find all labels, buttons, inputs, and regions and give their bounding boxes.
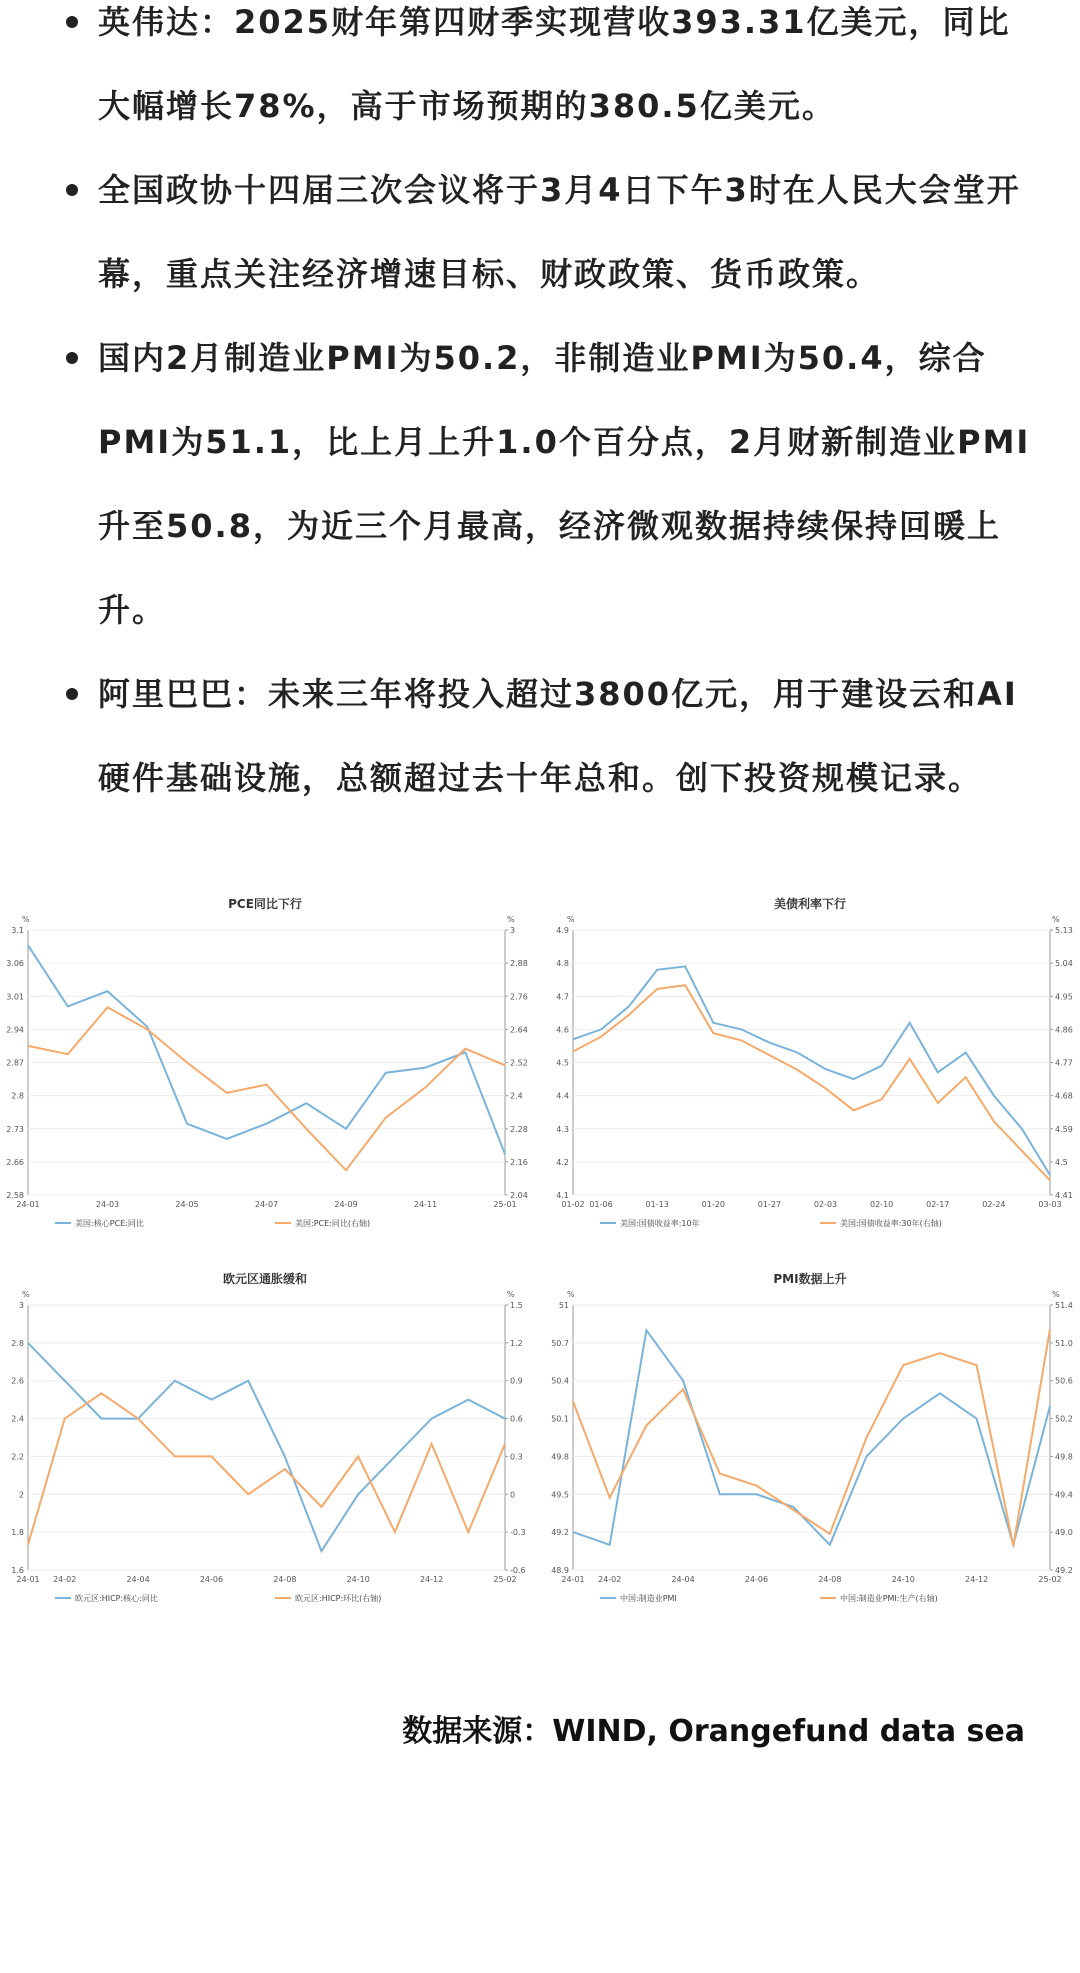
y-tick-label-left: 49.2 xyxy=(551,1528,569,1538)
x-tick-label: 24-06 xyxy=(199,1575,224,1584)
unit-left: % xyxy=(22,1290,30,1299)
y-tick-label-left: 50.1 xyxy=(551,1414,569,1424)
x-tick-label: 01-13 xyxy=(645,1200,669,1209)
unit-right: % xyxy=(1052,1290,1060,1299)
y-tick-label-left: 4.6 xyxy=(556,1025,569,1035)
y-tick-label-right: 49.0 xyxy=(1055,1528,1073,1538)
unit-right: % xyxy=(1052,915,1060,924)
x-tick-label: 25-02 xyxy=(1038,1575,1062,1584)
y-tick-label-right: 1.5 xyxy=(510,1301,523,1310)
x-tick-label: 24-10 xyxy=(891,1575,915,1584)
y-tick-label-right: 4.41 xyxy=(1055,1191,1073,1200)
news-item-text: 阿里巴巴：未来三年将投入超过3800亿元，用于建设云和AI硬件基础设施，总额超过去十年总和。创下投资规模记录。 xyxy=(98,675,1018,797)
y-tick-label-left: 2.2 xyxy=(11,1452,24,1462)
y-tick-label-right: 0.6 xyxy=(510,1414,523,1424)
data-source-note: 数据来源：WIND, Orangefund data sea xyxy=(402,1714,1025,1749)
chart-svg xyxy=(0,890,530,1245)
x-tick-label: 24-01 xyxy=(16,1200,40,1209)
legend-label: 中国:制造业PMI:生产(右轴) xyxy=(840,1594,938,1603)
y-tick-label-left: 1.6 xyxy=(11,1566,24,1575)
y-tick-label-right: -0.3 xyxy=(510,1528,526,1538)
bullet-dot xyxy=(66,184,78,196)
y-tick-label-left: 2.73 xyxy=(6,1124,24,1134)
bullet-dot xyxy=(66,352,78,364)
bullet-dot xyxy=(66,16,78,28)
x-tick-label: 03-03 xyxy=(1038,1200,1062,1209)
y-tick-label-right: 2.04 xyxy=(510,1191,528,1200)
chart-pce xyxy=(0,890,530,1245)
chart-svg xyxy=(0,1265,530,1620)
y-tick-label-left: 4.5 xyxy=(556,1058,569,1068)
y-tick-label-left: 2 xyxy=(18,1490,24,1500)
y-tick-label-right: 2.28 xyxy=(510,1124,528,1134)
y-tick-label-left: 4.1 xyxy=(556,1191,569,1200)
y-tick-label-left: 3.1 xyxy=(11,926,24,935)
y-tick-label-right: 2.76 xyxy=(510,992,528,1002)
news-item xyxy=(58,316,1038,652)
y-tick-label-left: 3 xyxy=(18,1301,24,1310)
y-tick-label-left: 2.58 xyxy=(6,1191,24,1200)
y-tick-label-right: 4.77 xyxy=(1055,1058,1073,1068)
y-tick-label-left: 50.4 xyxy=(551,1376,569,1386)
y-tick-label-left: 2.66 xyxy=(6,1157,24,1167)
y-tick-label-left: 49.5 xyxy=(551,1490,569,1500)
y-tick-label-left: 3.01 xyxy=(6,992,24,1002)
y-tick-label-right: 49.4 xyxy=(1055,1490,1073,1500)
x-tick-label: 24-03 xyxy=(95,1200,120,1209)
x-tick-label: 24-01 xyxy=(16,1575,40,1584)
unit-left: % xyxy=(567,915,575,924)
x-tick-label: 02-03 xyxy=(813,1200,838,1209)
y-tick-label-left: 2.8 xyxy=(11,1091,24,1101)
y-tick-label-left: 3.06 xyxy=(6,959,24,969)
x-tick-label: 01-06 xyxy=(589,1200,613,1209)
x-tick-label: 24-12 xyxy=(964,1575,989,1584)
chart-title: 美债利率下行 xyxy=(773,897,847,911)
y-tick-label-left: 4.2 xyxy=(556,1157,569,1167)
news-item xyxy=(58,148,1038,316)
unit-left: % xyxy=(22,915,30,924)
chart-svg xyxy=(545,890,1075,1245)
y-tick-label-right: 2.16 xyxy=(510,1157,528,1167)
y-tick-label-left: 50.7 xyxy=(551,1338,569,1348)
news-item xyxy=(58,652,1038,820)
y-tick-label-left: 2.94 xyxy=(6,1025,24,1035)
x-tick-label: 24-06 xyxy=(744,1575,769,1584)
y-tick-label-right: 49.8 xyxy=(1055,1452,1073,1462)
x-tick-label: 24-10 xyxy=(346,1575,370,1584)
y-tick-label-right: 4.68 xyxy=(1055,1091,1073,1101)
y-tick-label-right: 2.52 xyxy=(510,1058,528,1068)
x-tick-label: 24-04 xyxy=(126,1575,150,1584)
legend-label: 欧元区:HICP:环比(右轴) xyxy=(295,1594,382,1603)
x-tick-label: 02-24 xyxy=(982,1200,1006,1209)
series-line-2 xyxy=(573,1329,1050,1546)
x-tick-label: 02-10 xyxy=(870,1200,894,1209)
x-tick-label: 24-01 xyxy=(561,1575,585,1584)
y-tick-label-left: 4.4 xyxy=(556,1091,569,1101)
y-tick-label-left: 51 xyxy=(558,1301,569,1310)
y-tick-label-left: 1.8 xyxy=(11,1528,24,1538)
y-tick-label-left: 2.8 xyxy=(11,1338,24,1348)
legend-label: 美国:国债收益率:10年 xyxy=(620,1219,700,1228)
chart-title: PCE同比下行 xyxy=(228,897,302,911)
chart-title: PMI数据上升 xyxy=(773,1272,847,1286)
series-line-2 xyxy=(28,1007,505,1170)
y-tick-label-left: 2.4 xyxy=(11,1414,24,1424)
x-tick-label: 24-08 xyxy=(818,1575,842,1584)
news-item-text: 国内2月制造业PMI为50.2，非制造业PMI为50.4，综合PMI为51.1，比上月上升1.0个百分点，2月财新制造业PMI升至50.8，为近三个月最高，经济微观数据持续保持回暖上升。 xyxy=(98,339,1031,629)
y-tick-label-right: 0.3 xyxy=(510,1452,523,1462)
x-tick-label: 24-07 xyxy=(254,1200,279,1209)
x-tick-label: 24-12 xyxy=(419,1575,444,1584)
x-tick-label: 01-02 xyxy=(561,1200,585,1209)
bullet-dot xyxy=(66,688,78,700)
y-tick-label-left: 49.8 xyxy=(551,1452,569,1462)
x-tick-label: 02-17 xyxy=(926,1200,950,1209)
y-tick-label-right: 50.6 xyxy=(1055,1376,1073,1386)
x-tick-label: 24-05 xyxy=(175,1200,199,1209)
series-line-2 xyxy=(573,985,1050,1180)
legend-label: 美国:PCE:同比(右轴) xyxy=(295,1219,371,1228)
chart-pmi xyxy=(545,1265,1075,1620)
x-tick-label: 24-08 xyxy=(273,1575,297,1584)
series-line-1 xyxy=(28,945,505,1154)
series-line-1 xyxy=(573,1330,1050,1545)
y-tick-label-right: 0 xyxy=(510,1490,516,1500)
y-tick-label-right: 1.2 xyxy=(510,1338,523,1348)
y-tick-label-right: 5.13 xyxy=(1055,926,1073,935)
y-tick-label-right: 3 xyxy=(510,926,516,935)
x-tick-label: 24-04 xyxy=(671,1575,695,1584)
y-tick-label-left: 4.8 xyxy=(556,959,569,969)
y-tick-label-right: 0.9 xyxy=(510,1376,523,1386)
chart-svg xyxy=(545,1265,1075,1620)
x-tick-label: 24-02 xyxy=(598,1575,622,1584)
y-tick-label-left: 4.7 xyxy=(556,992,569,1002)
chart-euro-inflation xyxy=(0,1265,530,1620)
y-tick-label-right: 4.86 xyxy=(1055,1025,1073,1035)
y-tick-label-left: 4.3 xyxy=(556,1124,569,1134)
chart-us-treasury xyxy=(545,890,1075,1245)
unit-right: % xyxy=(507,915,515,924)
y-tick-label-left: 2.6 xyxy=(11,1376,24,1386)
legend-label: 美国:国债收益率:30年(右轴) xyxy=(840,1219,942,1228)
unit-left: % xyxy=(567,1290,575,1299)
y-tick-label-right: 51.4 xyxy=(1055,1301,1073,1310)
y-tick-label-right: 4.95 xyxy=(1055,992,1073,1002)
x-tick-label: 01-20 xyxy=(701,1200,725,1209)
news-item-text: 英伟达：2025财年第四财季实现营收393.31亿美元，同比大幅增长78%，高于市场预期的380.5亿美元。 xyxy=(98,3,1011,125)
news-item-text: 全国政协十四届三次会议将于3月4日下午3时在人民大会堂开幕，重点关注经济增速目标、财政政策、货币政策。 xyxy=(98,171,1021,293)
y-tick-label-right: 5.04 xyxy=(1055,959,1073,969)
x-tick-label: 01-27 xyxy=(757,1200,782,1209)
legend-label: 中国:制造业PMI xyxy=(620,1594,677,1603)
y-tick-label-left: 48.9 xyxy=(551,1566,569,1575)
y-tick-label-right: 2.88 xyxy=(510,959,528,969)
series-line-1 xyxy=(573,966,1050,1175)
y-tick-label-right: 2.64 xyxy=(510,1025,528,1035)
y-tick-label-right: 50.2 xyxy=(1055,1414,1073,1424)
x-tick-label: 25-01 xyxy=(493,1200,517,1209)
y-tick-label-left: 4.9 xyxy=(556,926,569,935)
x-tick-label: 24-09 xyxy=(334,1200,358,1209)
y-tick-label-left: 2.87 xyxy=(6,1058,24,1068)
y-tick-label-right: 49.2 xyxy=(1055,1566,1073,1575)
y-tick-label-right: -0.6 xyxy=(510,1566,526,1575)
legend-label: 美国:核心PCE:同比 xyxy=(75,1219,144,1228)
unit-right: % xyxy=(507,1290,515,1299)
x-tick-label: 24-11 xyxy=(413,1200,438,1209)
news-item xyxy=(58,0,1038,148)
news-bullet-list xyxy=(58,0,1038,840)
x-tick-label: 24-02 xyxy=(53,1575,77,1584)
y-tick-label-right: 51.0 xyxy=(1055,1338,1073,1348)
y-tick-label-right: 4.59 xyxy=(1055,1124,1073,1134)
legend-label: 欧元区:HICP:核心:同比 xyxy=(75,1594,158,1603)
x-tick-label: 25-02 xyxy=(493,1575,517,1584)
y-tick-label-right: 4.5 xyxy=(1055,1157,1068,1167)
chart-title: 欧元区通胀缓和 xyxy=(222,1272,308,1286)
y-tick-label-right: 2.4 xyxy=(510,1091,523,1101)
